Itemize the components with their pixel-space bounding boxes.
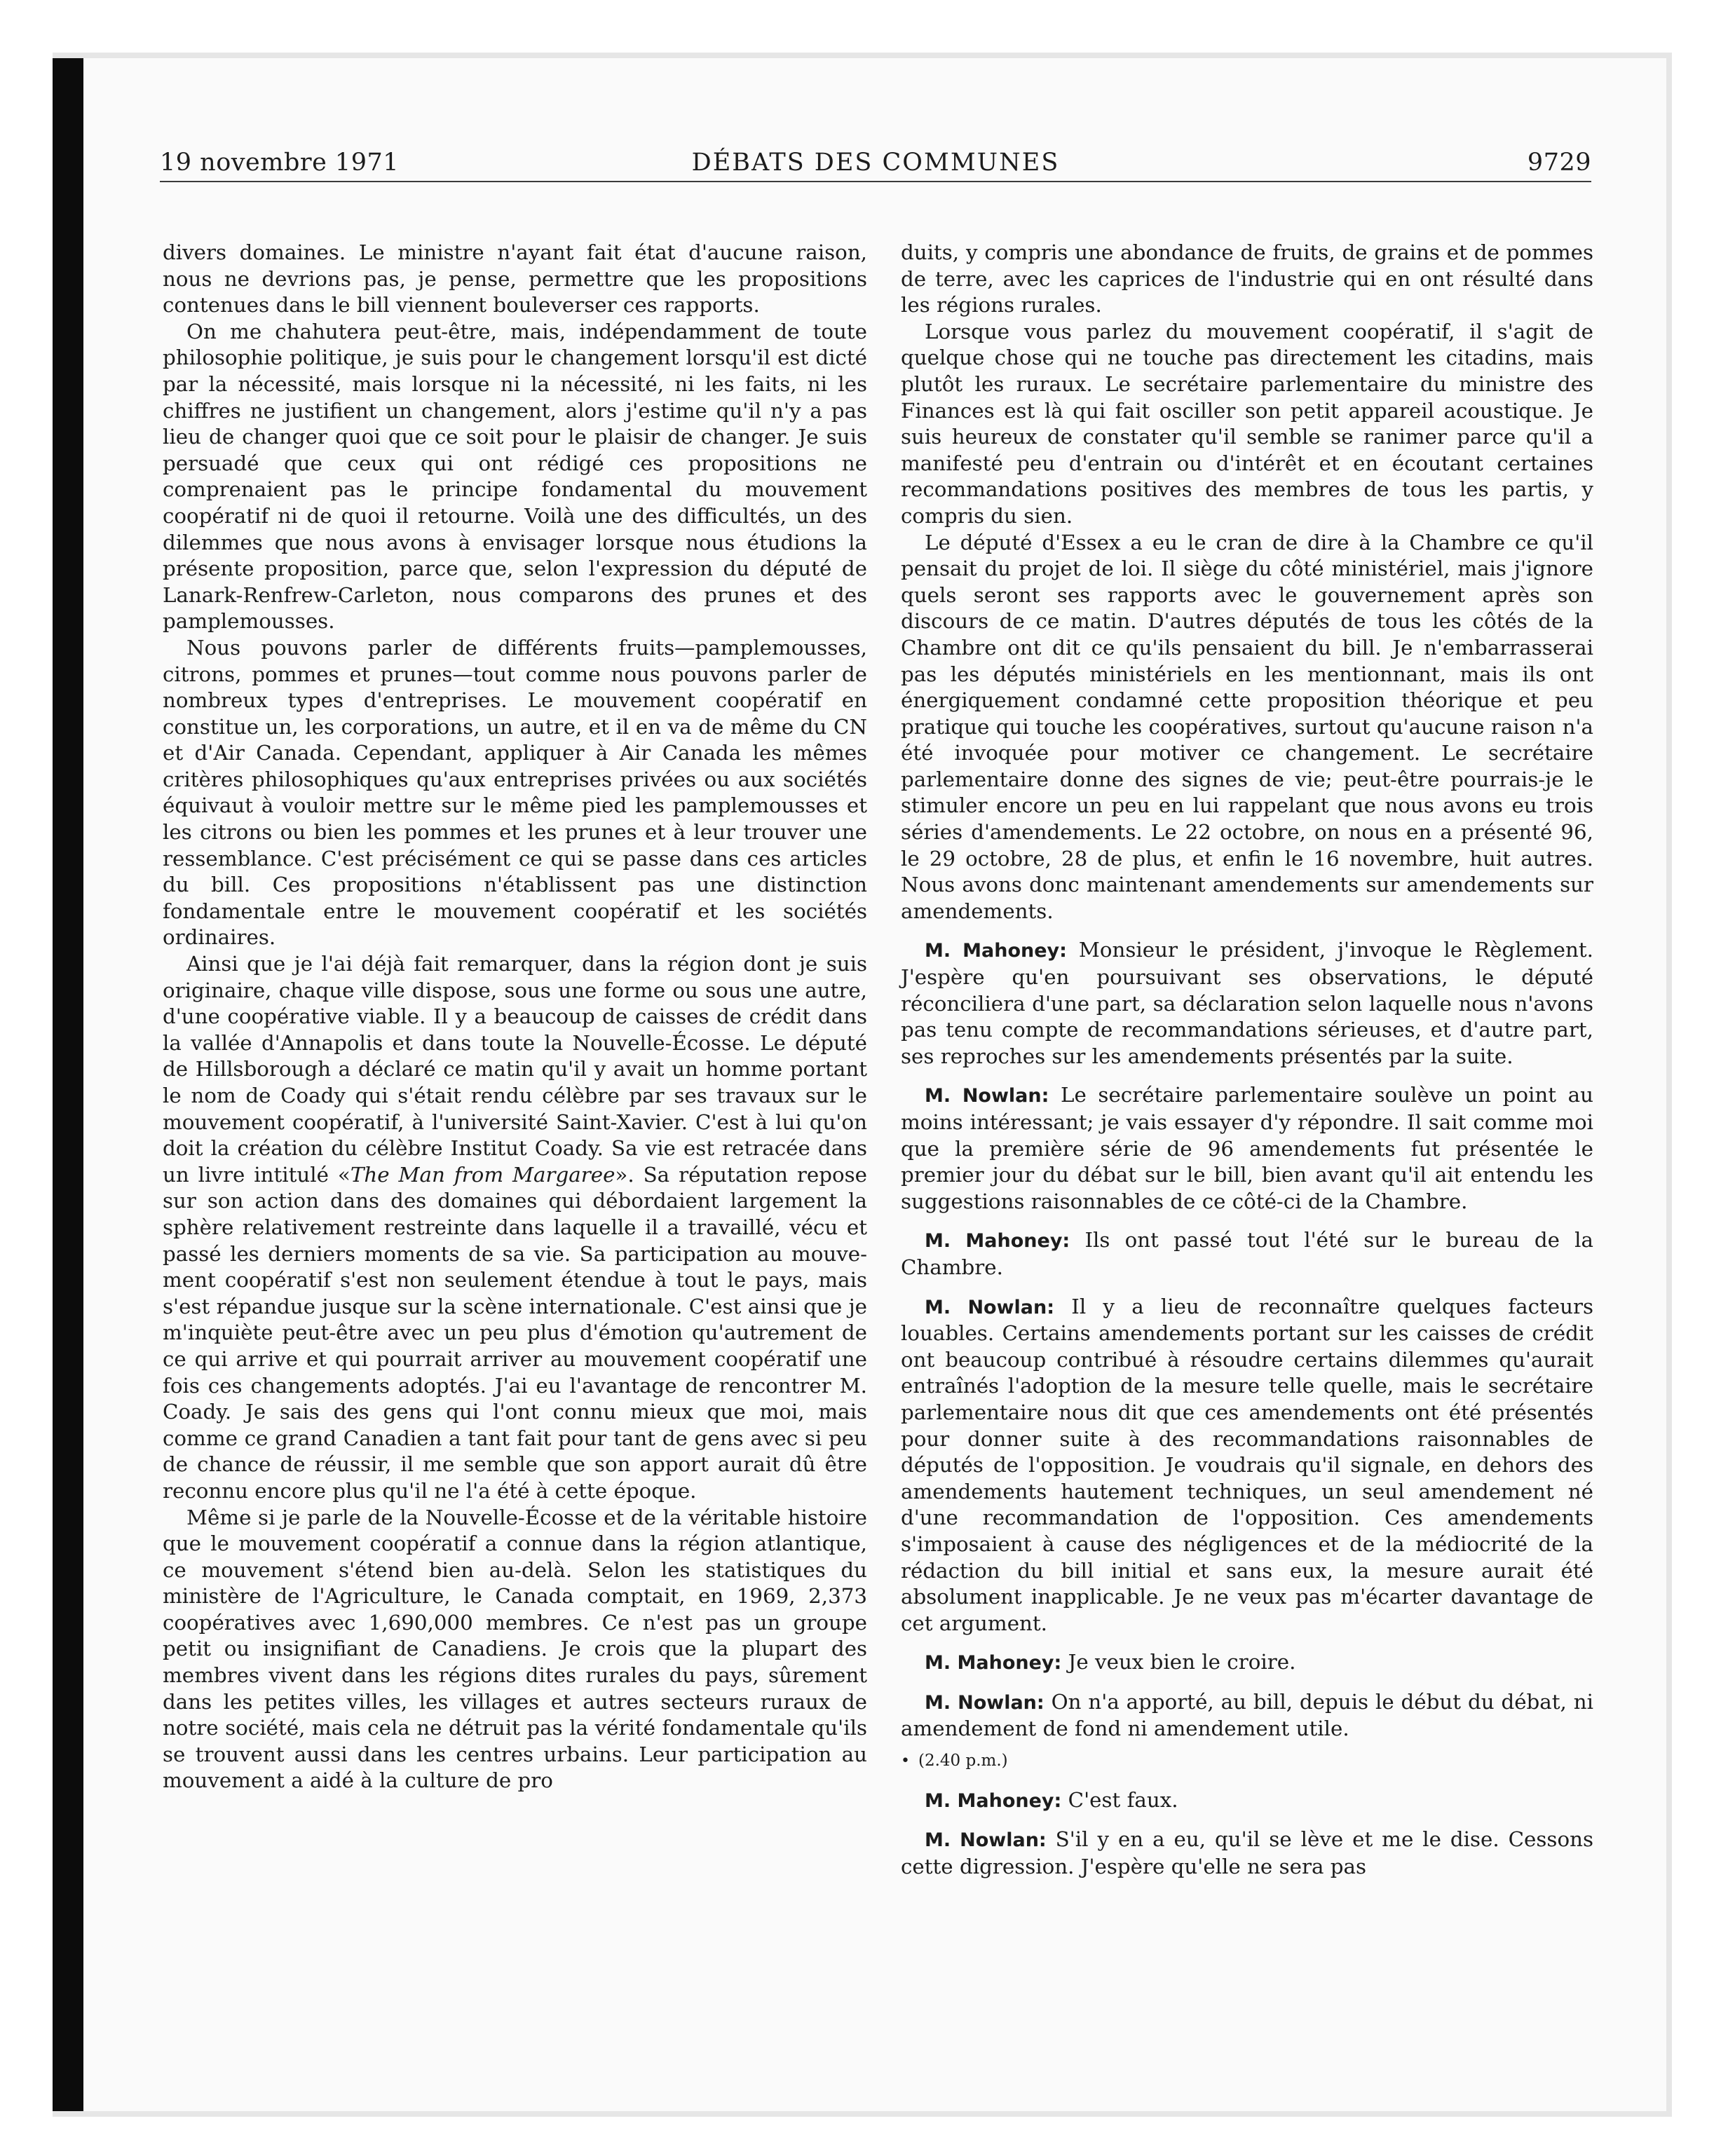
speech	[901, 1227, 1593, 1281]
speech-text: Le secrétaire parlementaire soulève un point au moins intéressant; je vais essayer d'y répondre. Il sait comme moi que la première série de 96 amendements fut présentée le premier jour du débat sur le bill, bien avant qu'il ait entendu les suggestions raisonnables de ce côté-ci de la Chambre.	[901, 1083, 1593, 1213]
scan-bottom-band	[53, 2111, 1672, 2117]
book-title: The Man from Margaree	[350, 1162, 615, 1187]
left-column	[163, 240, 867, 1794]
bullet-icon: •	[901, 1752, 910, 1770]
speaker-name: M. Mahoney:	[925, 1652, 1062, 1674]
speaker-name: M. Nowlan:	[925, 1829, 1047, 1852]
paragraph: Nous pouvons parler de différents fruits—pamplemousses, citrons, pommes et prunes—tout comme nous pouvons parler de nombreux types d'entreprises. Le mouvement coopératif en constitue un, les corporations, un autre, et il en va de même du CN et d'Air Canada. Cependant, appliquer à Air Canada les mêmes critères philosophiques qu'aux entreprises privées ou aux sociétés équivaut à vouloir mettre sur le même pied les pamplemousses et les citrons ou bien les pommes et les prunes et à leur trouver une ressemblance. C'est précisément ce qui se passe dans ces articles du bill. Ces propositions n'établissent pas une distinction fondamentale entre le mouvement coopératif et les sociétés ordinaires.	[163, 635, 867, 950]
scan-right-band	[1666, 53, 1672, 2117]
speech	[901, 1082, 1593, 1215]
speech	[901, 1827, 1593, 1880]
paragraph-text: ». Sa réputation repose sur son action dans des domaines qui débordaient largement la sphère relativement restreinte dans laquelle il a travaillé, vécu et passé les derniers moments de sa vie. Sa participation au mouvement coopératif s'est non seulement étendue à tout le pays, mais s'est répandue jusque sur la scène internationale. C'est ainsi que je m'inquiète peut-être avec un peu plus d'émotion qu'autrement de ce qui arrive et qui pourrait arriver au mouvement coopératif une fois ces changements adoptés. J'ai eu l'avantage de rencontrer M. Coady. Je sais des gens qui l'ont connu mieux que moi, mais comme ce grand Canadien a tant fait pour tant de gens avec si peu de chance de réussir, il me semble que son apport aurait dû être reconnu encore plus qu'il ne l'a été à cette époque.	[163, 1162, 867, 1503]
speaker-name: M. Mahoney:	[925, 1230, 1070, 1253]
paragraph: Le député d'Essex a eu le cran de dire à la Chambre ce qu'il pensait du projet de loi. Il siège du côté ministériel, mais j'ignore quels seront ses rapports avec le gouvernement après son discours de ce matin. D'autres députés de tous les côtés de la Chambre ont dit ce qu'ils pensaient du bill. Je n'embarrasserai pas les députés ministériels en les mentionnant, mais ils ont énergiquement condamné cette proposition théorique et peu pratique qui touche les coopératives, surtout qu'aucune raison n'a été invoquée pour motiver ce changement. Le secrétaire parlementaire donne des signes de vie; peut-être pourrais-je le stimuler encore un peu en lui rappelant que nous avons eu trois séries d'amendements. Le 22 octobre, on nous en a présenté 96, le 29 octobre, 28 de plus, et enfin le 16 novembre, huit autres. Nous avons donc maintenant amendements sur amendements sur amendements.	[901, 530, 1593, 923]
paragraph: divers domaines. Le ministre n'ayant fait état d'aucune raison, nous ne devrions pas, je pense, permettre que les propositions contenues dans le bill viennent bouleverser ces rapports.	[163, 240, 867, 318]
paragraph: Même si je parle de la Nouvelle-Écosse et de la véritable histoire que le mouvement coopératif a connue dans la région atlantique, ce mouvement s'étend bien au-delà. Selon les statistiques du ministère de l'Agriculture, le Canada comptait, en 1969, 2,373 coopératives avec 1,690,000 membres. Ce n'est pas un groupe petit ou insignifiant de Canadiens. Je crois que la plupart des membres vivent dans les régions dites rurales du pays, sûrement dans les petites villes, les villages et autres secteurs ruraux de notre société, mais cela ne détruit pas la vérité fondamentale qu'ils se trouvent aussi dans les centres urbains. Leur participation au mouvement a aidé à la culture de pro	[163, 1505, 867, 1793]
paragraph: On me chahutera peut-être, mais, indépendamment de toute philosophie politique, je suis pour le changement lorsqu'il est dicté par la nécessité, mais lorsque ni la nécessité, ni les faits, ni les chiffres ne justifient un changement, alors j'estime qu'il n'y a pas lieu de changer quoi que ce soit pour le plaisir de changer. Je suis persuadé que ceux qui ont rédigé ces propositions ne comprenaient pas le principe fondamental du mouvement coopératif ni de quoi il retourne. Voilà une des difficultés, un des dilemmes que nous avons à envisager lorsque nous étudions la présente proposition, parce que, selon l'expression du député de Lanark-Renfrew-Carleton, nous comparons des prunes et des pamplemousses.	[163, 319, 867, 634]
paragraph: duits, y compris une abondance de fruits, de grains et de pommes de terre, avec les caprices de l'industrie qui en ont résulté dans les régions rurales.	[901, 240, 1593, 318]
speech	[901, 1689, 1593, 1742]
speech-text: Il y a lieu de reconnaître quelques facteurs louables. Certains amendements portant sur les caisses de crédit ont beaucoup contribué à résoudre certains dilemmes qu'aurait entraînés l'adoption de la mesure telle quelle, mais le secrétaire parlementaire nous dit que ces amendements ont été présentés pour donner suite à des recommandations raisonnables de députés de l'opposition. Je voudrais qu'il signale, en dehors des amendements hautement techniques, un seul amendement né d'une recommandation de l'opposition. Ces amendements s'imposaient à cause des négligences et de la médiocrité de la rédaction du bill initial et sans eux, la mesure aurait été absolument inapplicable. Je ne veux pas m'écarter davantage de cet argument.	[901, 1294, 1593, 1635]
speech-text: Je veux bien le croire.	[1068, 1650, 1296, 1674]
speaker-name: M. Nowlan:	[925, 1691, 1045, 1714]
speech	[901, 937, 1593, 1070]
speech-text: Monsieur le président, j'invoque le Règlement. J'espère qu'en poursuivant ses observations, le député réconciliera d'une part, sa déclaration selon laquelle nous n'avons pas tenu compte de recommandations sérieuses, et d'autre part, ses reproches sur les amendements présentés par la suite.	[901, 938, 1593, 1068]
speaker-name: M. Mahoney:	[925, 1789, 1062, 1812]
speech-text: S'il y en a eu, qu'il se lève et me le dise. Cessons cette digression. J'espère qu'elle ne sera pas	[901, 1827, 1593, 1878]
speech-text: C'est faux.	[1068, 1787, 1178, 1812]
paragraph: Lorsque vous parlez du mouvement coopératif, il s'agit de quelque chose qui ne touche pas directement les citadins, mais plutôt les ruraux. Le secrétaire parlementaire du ministre des Finances est là qui fait osciller son petit appareil acoustique. Je suis heureux de constater qu'il semble se ranimer parce qu'il a manifesté peu d'entrain ou d'intérêt et en écoutant certaines recommandations positives des membres de tous les partis, y compris du sien.	[901, 319, 1593, 528]
paragraph	[163, 951, 867, 1504]
speech	[901, 1787, 1593, 1815]
speech-text: On n'a apporté, au bill, depuis le début du débat, ni amendement de fond ni amendement utile.	[901, 1689, 1593, 1741]
scan-top-band	[53, 53, 1672, 58]
header-page-number: 9729	[1527, 149, 1591, 177]
time-stamp: (2.40 p.m.)	[918, 1752, 1008, 1770]
paragraph-text: Ainsi que je l'ai déjà fait remarquer, dans la région dont je suis originaire, chaque ville dispose, sous une forme ou sous une autre, d'une coopérative viable. Il y a beaucoup de caisses de crédit dans la vallée d'Annapolis et dans toute la Nouvelle-Écosse. Le député de Hillsborough a déclaré ce matin qu'il y avait un homme portant le nom de Coady qui s'était rendu célèbre par ses travaux sur le mouvement coopératif, à l'université Saint-Xavier. C'est à lui qu'on doit la création du célèbre Institut Coady. Sa vie est retracée dans un livre intitulé «	[163, 952, 867, 1187]
scan-left-border	[53, 53, 83, 2117]
speech	[901, 1294, 1593, 1637]
header-title: DÉBATS DES COMMUNES	[691, 149, 1060, 177]
speech	[901, 1649, 1593, 1677]
time-marker	[901, 1748, 1593, 1775]
right-column	[901, 240, 1593, 1880]
speaker-name: M. Nowlan:	[925, 1296, 1055, 1318]
speaker-name: M. Mahoney:	[925, 940, 1067, 962]
running-header	[160, 149, 1591, 181]
header-rule	[160, 181, 1591, 182]
speech-text: Ils ont passé tout l'été sur le bureau de la Chambre.	[901, 1228, 1593, 1279]
speaker-name: M. Nowlan:	[925, 1085, 1049, 1107]
header-date: 19 novembre 1971	[160, 149, 399, 177]
